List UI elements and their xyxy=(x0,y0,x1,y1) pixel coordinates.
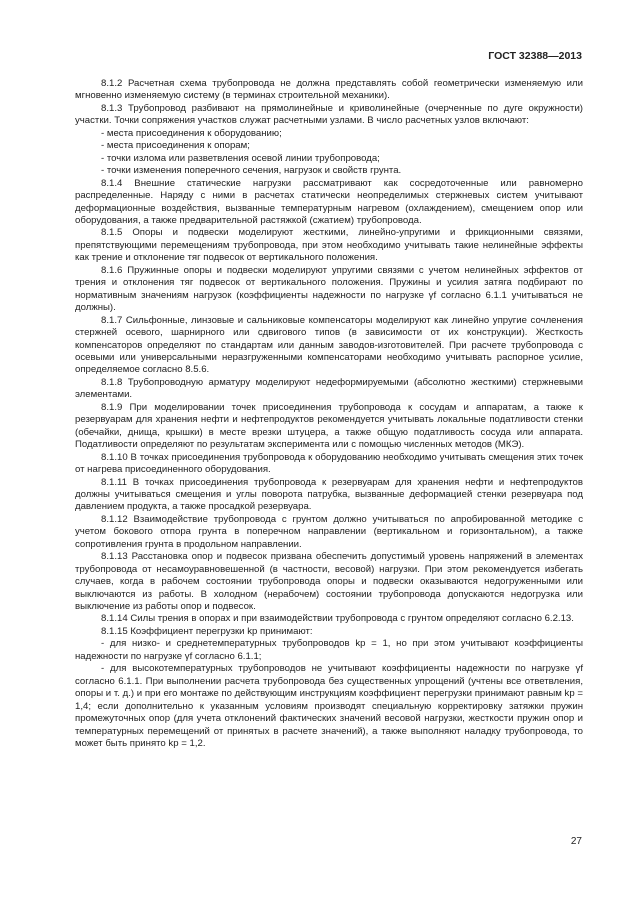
document-body xyxy=(75,78,583,750)
list-item: - точки изменения поперечного сечения, нагрузок и свойств грунта. xyxy=(101,165,402,177)
paragraph-8-1-8: 8.1.8 Трубопроводную арматуру моделируют недеформируемыми (абсолютно жесткими) стержневыми элементами. xyxy=(75,376,583,401)
paragraph-8-1-12: 8.1.12 Взаимодействие трубопровода с грунтом должно учитываться по апробированной методике с учетом бокового отпора грунта в поперечном направлении (вертикальном и горизонтальном), а также сопротивления грунта в продольном направлении. xyxy=(75,513,583,550)
paragraph-8-1-9: 8.1.9 При моделировании точек присоединения трубопровода к сосудам и аппаратам, а также к резервуарам для хранения нефти и нефтепродуктов рекомендуется учитывать локальные податливости стенки (обечайки, днища, крышки) в месте врезки штуцера, а также общую податливость сосуда или аппарата. Податливости определяют по результатам эксперимента или с помощью численных методов (МКЭ). xyxy=(75,401,583,451)
list-item: - для высокотемпературных трубопроводов не учитывают коэффициенты надежности по нагрузке γf согласно 6.1.1. При выполнении расчета трубопровода без существенных упрощений (учтены все ответвления, опоры и т. д.) и при его монтаже по действующим инструкциям коэффициент перегрузки принимают равным kp = 1,4; если дополнительно к указанным условиям производят специальную корректировку затяжки пружин промежуточных опор (для учета отклонений фактических значений весовой нагрузки, жесткости пружин опор и температурных перемещений от принятых в расчете значений), а также выполняют наладку трубопровода, то может быть принято kp = 1,2. xyxy=(75,663,583,750)
standard-header: ГОСТ 32388—2013 xyxy=(488,50,582,62)
paragraph-8-1-4: 8.1.4 Внешние статические нагрузки рассматривают как сосредоточенные или равномерно распределенные. Наряду с ними в расчетах статически неопределимых стержневых систем учитывают деформационные воздействия, вызванные температурным нагревом (охлаждением), смещением опор или оборудования, а также предварительной растяжкой (сжатием) трубопровода. xyxy=(75,177,583,226)
paragraph-8-1-14: 8.1.14 Силы трения в опорах и при взаимодействии трубопровода с грунтом определяют согласно 6.2.13. xyxy=(101,613,574,625)
paragraph-8-1-11: 8.1.11 В точках присоединения трубопровода к резервуарам для хранения нефти и нефтепродуктов должны учитываться смещения и углы поворота патрубка, вызванные деформацией стенки резервуара под давлением продукта, а также просадкой резервуара. xyxy=(75,476,583,513)
paragraph-8-1-13: 8.1.13 Расстановка опор и подвесок призвана обеспечить допустимый уровень напряжений в элементах трубопровода от несамоуравновешенной (в частности, весовой) нагрузки. При этом рекомендуется избегать случаев, когда в рабочем состоянии трубопровода опоры и подвески оказываются недогруженными или выключаются из работы. В холодном (нерабочем) состоянии трубопровода допускаются недогрузка или выключение из работы опор и подвесок. xyxy=(75,551,583,613)
list-item: - места присоединения к опорам; xyxy=(101,140,250,152)
paragraph-8-1-6: 8.1.6 Пружинные опоры и подвески моделируют упругими связями с учетом нелинейных эффектов от трения и отклонения тяг подвесок от вертикального положения. Пружины и усилия затяга подбирают по нормативным значениям нагрузок (коэффициенты надежности по нагрузке γf согласно 6.1.1 учитываться не должны). xyxy=(75,264,583,314)
paragraph-8-1-7: 8.1.7 Сильфонные, линзовые и сальниковые компенсаторы моделируют как линейно упругие сочленения стержней осевого, шарнирного или сдвигового типов (в зависимости от их конструкции). Жесткость компенсаторов определяют по стандартам или данным заводов-изготовителей. При расчете трубопровода с осевыми или универсальными неразгруженными компенсаторами необходимо учитывать распорное усилие, определяемое согласно 8.5.6. xyxy=(75,314,583,376)
paragraph-8-1-10: 8.1.10 В точках присоединения трубопровода к оборудованию необходимо учитывать смещения этих точек от нагрева присоединенного оборудования. xyxy=(75,451,583,476)
list-item: - точки излома или разветвления осевой линии трубопровода; xyxy=(101,152,380,164)
list-item: - для низко- и среднетемпературных трубопроводов kp = 1, но при этом учитывают коэффициенты надежности по нагрузке γf согласно 6.1.1; xyxy=(75,638,583,662)
paragraph-8-1-2: 8.1.2 Расчетная схема трубопровода не должна представлять собой геометрически изменяемую или мгновенно изменяемую систему (в терминах строительной механики). xyxy=(75,78,583,102)
page-number: 27 xyxy=(570,836,582,847)
list-item: - места присоединения к оборудованию; xyxy=(101,127,282,139)
paragraph-8-1-3: 8.1.3 Трубопровод разбивают на прямолинейные и криволинейные (очерченные по дуге окружности) участки. Точки сопряжения участков служат расчетными узлами. В число расчетных узлов включают: xyxy=(75,102,583,127)
paragraph-8-1-15: 8.1.15 Коэффициент перегрузки kp принимают: xyxy=(101,625,313,637)
paragraph-8-1-5: 8.1.5 Опоры и подвески моделируют жесткими, линейно-упругими и фрикционными связями, препятствующими перемещениям трубопровода, при этом необходимо учитывать такие нелинейные эффекты как трение и отклонение тяг подвесок от вертикального положения. xyxy=(75,227,583,264)
